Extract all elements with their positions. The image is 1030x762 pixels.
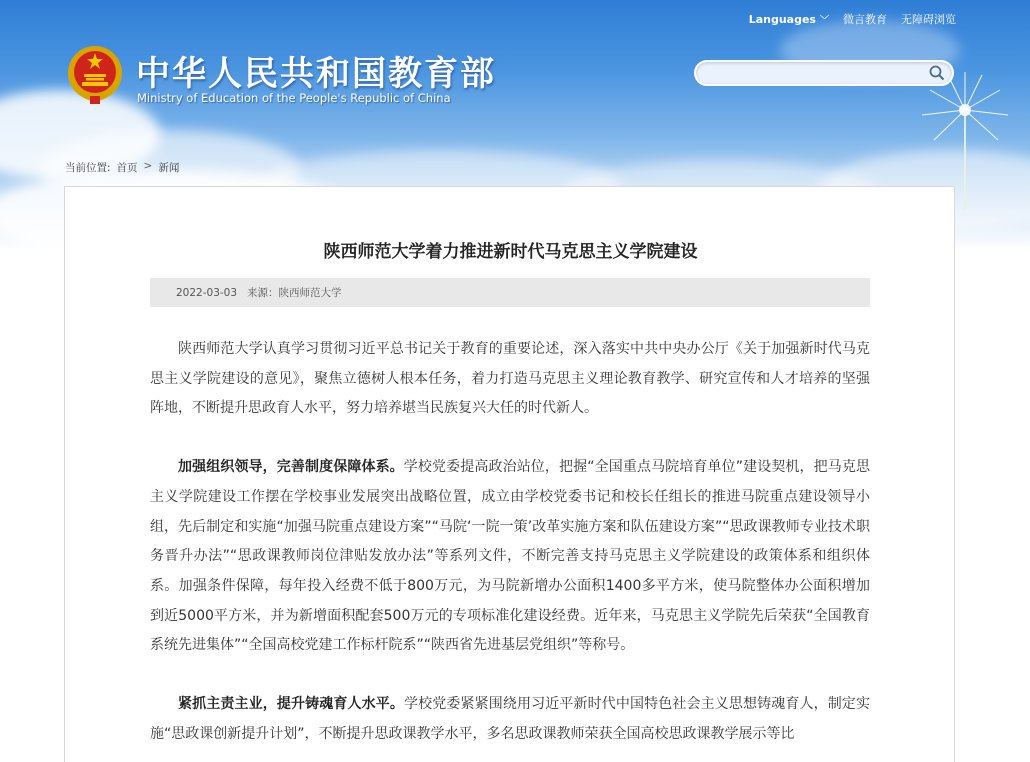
breadcrumb-separator: > [143, 160, 153, 172]
breadcrumb-prefix: 当前位置: [65, 162, 111, 174]
paragraph-lead: 加强组织领导，完善制度保障体系。 [178, 459, 404, 476]
article-paragraph [150, 690, 870, 749]
accessibility-link[interactable]: 无障碍浏览 [901, 13, 956, 26]
breadcrumb-current[interactable]: 新闻 [158, 162, 180, 174]
weixin-link[interactable]: 微言教育 [843, 13, 887, 26]
article-date: 2022-03-03 [176, 286, 238, 299]
article-paragraph [150, 453, 870, 661]
article-source: 来源：陕西师范大学 [247, 287, 342, 299]
article-title: 陕西师范大学着力推进新时代马克思主义学院建设 [323, 242, 698, 262]
top-links [749, 10, 956, 28]
languages-label: Languages [748, 12, 816, 26]
search-icon[interactable] [928, 64, 946, 82]
breadcrumb-home[interactable]: 首页 [116, 162, 138, 174]
article-container [64, 186, 955, 762]
paragraph-text: 陕西师范大学认真学习贯彻习近平总书记关于教育的重要论述，深入落实中共中央办公厅《关于加强新时代马克思主义学院建设的意见》，聚焦立德树人根本任务，着力打造马克思主义理论教育教学、研究宣传和人才培养的坚强阵地，不断提升思政育人水平，努力培养堪当民族复兴大任的时代新人。 [150, 341, 870, 417]
languages-menu[interactable] [749, 13, 829, 26]
article-meta [150, 278, 870, 307]
chevron-down-icon: ﹀ [819, 15, 829, 26]
article-paragraph [150, 335, 870, 424]
national-emblem-icon [66, 44, 124, 106]
article-body [150, 335, 870, 762]
paragraph-text: 学校党委提高政治站位，把握“全国重点马院培育单位”建设契机，把马克思主义学院建设工作摆在学校事业发展突出战略位置，成立由学校党委书记和校长任组长的推进马院重点建设领导小组，先后制定和实施“加强马院重点建设方案”“马院‘一院一策’改革实施方案和队伍建设方案”“思政课教师专业技术职务晋升办法”“思政课教师岗位津贴发放办法”等系列文件，不断完善支持马克思主义学院建设的政策体系和组织体系。加强条件保障，每年投入经费不低于800万元，为马院新增办公面积1400多平方米，使马院整体办公面积增加到近5000平方米，并为新增面积配套500万元的专项标准化建设经费。近年来，马克思主义学院先后荣获“全国教育系统先进集体”“全国高校党建工作标杆院系”“陕西省先进基层党组织”等称号。 [150, 459, 870, 654]
paragraph-lead: 紧抓主责主业，提升铸魂育人水平。 [178, 696, 404, 713]
site-title: 中华人民共和国教育部 [136, 54, 496, 94]
site-subtitle: Ministry of Education of the People's Republic of China [137, 91, 451, 105]
paragraph-text: 学校党委紧紧围绕用习近平新时代中国特色社会主义思想铸魂育人，制定实施“思政课创新提升计划”，不断提升思政课教学水平，多名思政课教师荣获全国高校思政课教学展示等比 [150, 696, 870, 742]
search-box [694, 60, 954, 86]
breadcrumb [65, 160, 179, 175]
search-input[interactable] [706, 65, 916, 81]
